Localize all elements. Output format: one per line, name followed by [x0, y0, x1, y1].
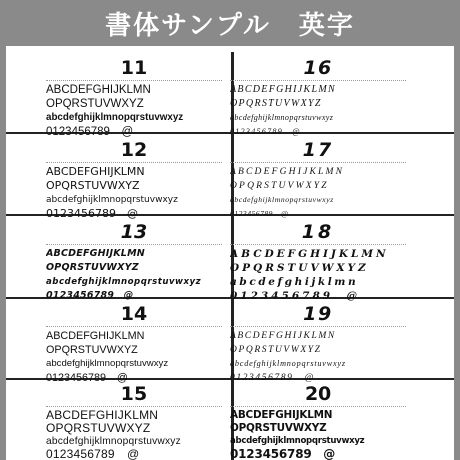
uppercase-line-1: ABCDEFGHIJKLMN: [230, 331, 336, 341]
font-sample-16: [230, 56, 406, 140]
digits-line: 0123456789 @: [230, 290, 361, 302]
uppercase-line-2: OPQRSTUVWXYZ: [230, 345, 322, 355]
uppercase-line-2: OPQRSTUVWXYZ: [46, 262, 139, 273]
font-sample-14: [46, 302, 222, 386]
lowercase-line: abcdefghijklmnopqrstuvwxyz: [230, 113, 334, 122]
lowercase-line: abcdefghijklmnopqrstuvwxyz: [46, 277, 202, 287]
font-sample-15: [46, 382, 222, 460]
lowercase-line: abcdefghijklmnopqrstuvwxyz: [46, 358, 169, 369]
uppercase-line-2: OPQRSTUVWXYZ: [46, 344, 138, 356]
uppercase-line-2: OPQRSTUVWXYZ: [230, 181, 329, 191]
dotted-rule: [46, 162, 222, 163]
digits-line: 0123456789 @: [230, 209, 289, 218]
uppercase-line-2: OPQRSTUVWXYZ: [46, 422, 151, 435]
uppercase-line-2: OPQRSTUVWXYZ: [230, 262, 369, 274]
sample-number: 18: [301, 221, 335, 243]
uppercase-line-1: ABCDEFGHIJKLMN: [46, 330, 145, 342]
uppercase-line-2: OPQRSTUVWXYZ: [230, 98, 322, 109]
uppercase-line-1: ABCDEFGHIJKLMN: [230, 167, 345, 177]
uppercase-line-2: OPQRSTUVWXYZ: [46, 179, 140, 192]
uppercase-line-1: ABCDEFGHIJKLMN: [46, 409, 159, 422]
uppercase-line-1: ABCDEFGHIJKLMN: [46, 248, 145, 259]
dotted-rule: [230, 244, 406, 245]
digits-line: 0123456789 @: [46, 126, 134, 138]
uppercase-line-1: ABCDEFGHIJKLMN: [230, 409, 333, 421]
dotted-rule: [46, 80, 222, 81]
lowercase-line: abcdefghijklmnopqrstuvwxyz: [230, 359, 346, 368]
sample-number: 14: [120, 303, 148, 325]
sample-number: 20: [304, 383, 332, 405]
sample-number: 19: [303, 303, 333, 325]
sample-number: 15: [120, 383, 148, 405]
lowercase-line: abcdefghijklmnopqrstuvwxyz: [46, 112, 184, 123]
digits-line: 0123456789 @: [46, 448, 140, 460]
dotted-rule: [230, 326, 406, 327]
uppercase-line-1: ABCDEFGHIJKLMN: [230, 84, 336, 95]
uppercase-line-2: OPQRSTUVWXYZ: [46, 98, 144, 110]
font-sample-19: [230, 302, 406, 386]
lowercase-line: abcdefghijklmnopqrstuvwxyz: [46, 195, 178, 205]
lowercase-line: abcdefghijklmn: [230, 276, 359, 288]
sample-number: 11: [120, 57, 148, 79]
sample-number: 13: [120, 221, 148, 243]
dotted-rule: [230, 162, 406, 163]
font-sample-17: [230, 138, 406, 222]
digits-line: 0123456789 @: [230, 373, 315, 383]
dotted-rule: [230, 406, 406, 407]
digits-line: 0123456789 @: [46, 372, 128, 384]
lowercase-line: abcdefghijklmnopqrstuvwxyz: [230, 436, 365, 446]
uppercase-line-1: ABCDEFGHIJKLMN: [46, 165, 145, 178]
page-title: 書体サンプル 英字: [0, 0, 460, 46]
font-sample-12: [46, 138, 222, 222]
digits-line: 0123456789 @: [230, 127, 301, 136]
dotted-rule: [230, 80, 406, 81]
uppercase-line-2: OPQRSTUVWXYZ: [230, 422, 327, 434]
dotted-rule: [46, 244, 222, 245]
digits-line: 0123456789 @: [230, 448, 336, 460]
lowercase-line: abcdefghijklmnopqrstuvwxyz: [230, 195, 334, 204]
font-sample-11: [46, 56, 222, 140]
font-sample-18: [230, 220, 406, 304]
digits-line: 0123456789 @: [46, 290, 134, 301]
lowercase-line: abcdefghijklmnopqrstuvwxyz: [46, 436, 181, 447]
font-sample-20: [230, 382, 406, 460]
font-sample-13: [46, 220, 222, 304]
uppercase-line-1: ABCDEFGHIJKLMN: [46, 84, 151, 96]
sample-number: 12: [120, 139, 148, 161]
uppercase-line-1: ABCDEFGHIJKLMN: [230, 248, 389, 260]
sample-number: 17: [302, 139, 334, 161]
dotted-rule: [46, 406, 222, 407]
sample-number: 16: [303, 57, 333, 79]
dotted-rule: [46, 326, 222, 327]
digits-line: 0123456789 @: [46, 207, 138, 220]
